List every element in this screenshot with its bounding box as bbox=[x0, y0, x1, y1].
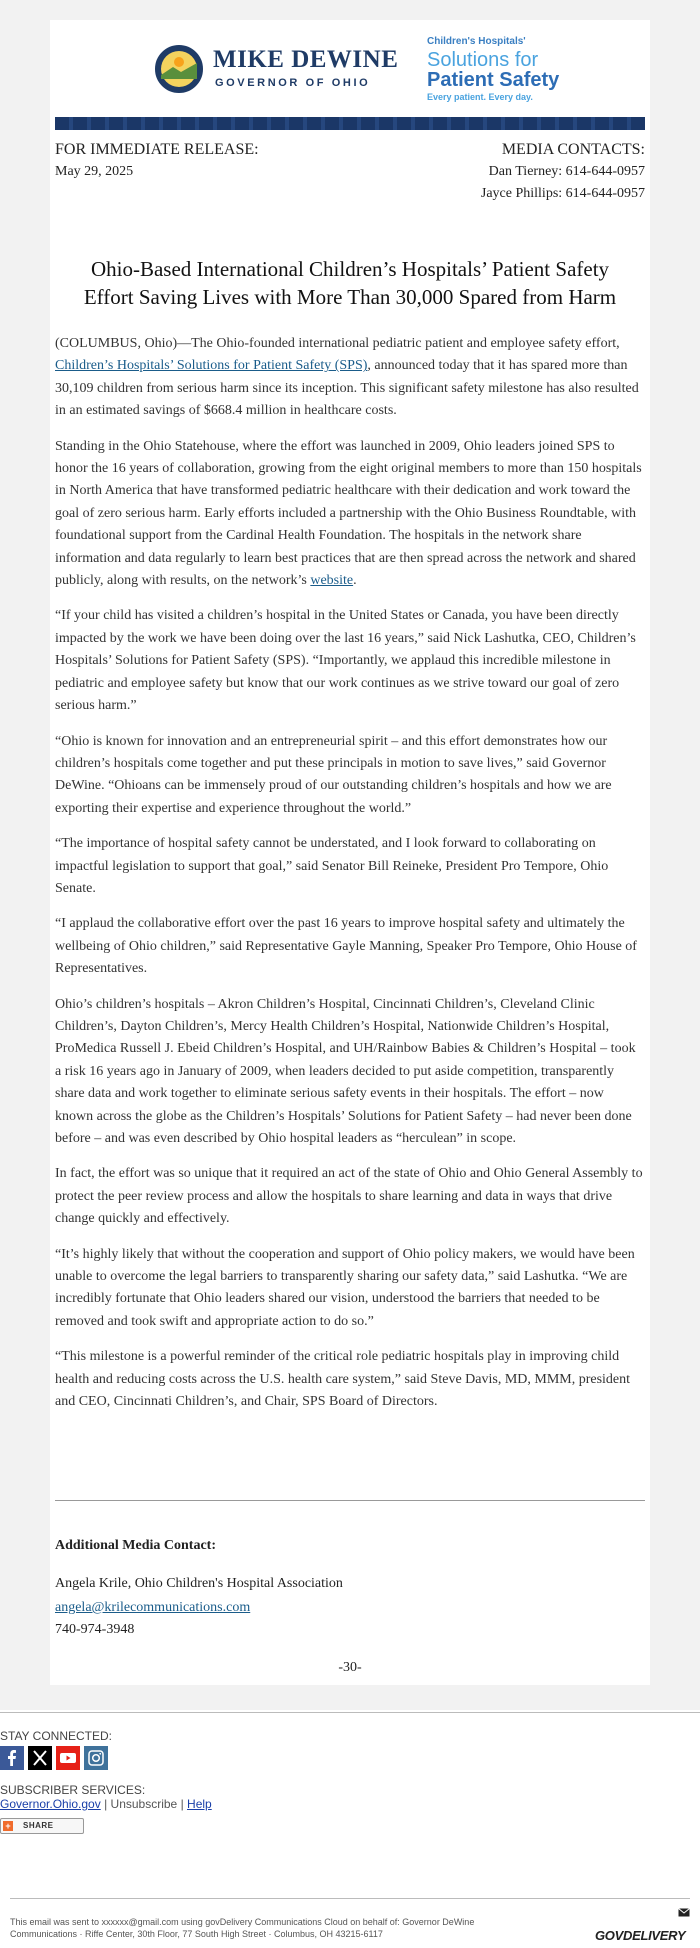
header bbox=[50, 20, 650, 115]
govdelivery-envelope-icon bbox=[678, 1908, 690, 1917]
ohio-seal-icon bbox=[155, 45, 203, 93]
paragraph-3: “If your child has visited a children’s hospital in the United States or Canada, you have been directly impacted by the work we have been doing over the last 16 years,” said Nick Lashutka, CEO, Children’s Hospitals’ Solutions for Patient Safety (SPS). “Importantly, we applaud this incredible milestone in pediatric and employee safety but know that our work continues as we strive toward our goal of zero serious harm.” bbox=[55, 608, 636, 714]
paragraph-1: (COLUMBUS, Ohio)—The Ohio-founded international pediatric patient and employee safety effort, Children’s Hospitals’ Solutions for Patient Safety (SPS), announced today that it has spared more than 30,109 children from serious harm since its inception. This significant safety milestone has also resulted in an estimated savings of $668.4 million in healthcare costs. bbox=[55, 336, 639, 419]
paragraph-2: Standing in the Ohio Statehouse, where the effort was launched in 2009, Ohio leaders joined SPS to honor the 16 years of collaboration, growing from the eight original members to more than 150 hospitals in North America that have transformed pediatric healthcare with their dedication and work toward the goal of zero serious harm. Early efforts included a partnership with the Ohio Business Roundtable, with foundational support from the Cardinal Health Foundation. The hospitals in the network share information and data regularly to learn best practices that are then spread across the network and shared publicly, along with results, on the network’s website. bbox=[55, 438, 642, 589]
media-contact-1: Dan Tierney: 614-644-0957 bbox=[488, 164, 645, 179]
paragraph-6: “I applaud the collaborative effort over the past 16 years to improve hospital safety and ultimately the wellbeing of Ohio children,” said Representative Gayle Manning, Speaker Pro Tempore, Ohio House of Representatives. bbox=[55, 916, 637, 977]
article-body bbox=[55, 333, 645, 1426]
instagram-icon[interactable] bbox=[84, 1746, 108, 1770]
divider bbox=[55, 1500, 645, 1501]
youtube-icon[interactable] bbox=[56, 1746, 80, 1770]
govdelivery-logo: GOVDELIVERY bbox=[595, 1928, 686, 1943]
share-label: SHARE bbox=[23, 1821, 54, 1830]
additional-contact-heading: Additional Media Contact: bbox=[55, 1538, 216, 1553]
facebook-icon[interactable] bbox=[0, 1746, 24, 1770]
release-label: FOR IMMEDIATE RELEASE: bbox=[55, 141, 259, 158]
media-contact-2: Jayce Phillips: 614-644-0957 bbox=[480, 186, 645, 201]
paragraph-7: Ohio’s children’s hospitals – Akron Children’s Hospital, Cincinnati Children’s, Cleveland Clinic Children’s, Dayton Children’s, Mercy Health Children’s Hospital, Nationwide Children’s Hospital, ProMedica Russell J. Ebeid Children’s Hospital, and UH/Rainbow Babies & Children’s Hospital – took a risk 16 years ago in January of 2009, when leaders decided to put aside competition, transparently share data and work together to eliminate serious safety events in their hospitals. The effort – now known across the globe as the Children’s Hospitals’ Solutions for Patient Safety – had never been done before – and was even described by Ohio hospital leaders as “herculean” in scope. bbox=[55, 996, 636, 1146]
paragraph-8: In fact, the effort was so unique that it required an act of the state of Ohio and Ohio General Assembly to protect the peer review process and allow the hospitals to share learning and data in ways that drive change quickly and effectively. bbox=[55, 1166, 643, 1227]
website-link[interactable]: website bbox=[310, 573, 354, 589]
help-link[interactable]: Help bbox=[187, 1797, 212, 1811]
page-title bbox=[50, 255, 650, 311]
additional-contact-phone: 740-974-3948 bbox=[55, 1622, 135, 1637]
paragraph-9: “It’s highly likely that without the cooperation and support of Ohio policy makers, we would have been unable to overcome the legal barriers to transparently sharing our safety data,” said Lashutka. “We are incredibly fortunate that Ohio leaders shared our vision, understood the barriers that needed to be removed and took swift and appropriate action to do so.” bbox=[55, 1246, 635, 1329]
media-contacts-label: MEDIA CONTACTS: bbox=[501, 141, 645, 158]
additional-contact-name: Angela Krile, Ohio Children's Hospital Association bbox=[55, 1576, 343, 1591]
unsubscribe-link[interactable]: Unsubscribe bbox=[110, 1797, 178, 1811]
sps-logo-line2: Solutions for bbox=[427, 49, 539, 71]
sps-link[interactable]: Children’s Hospitals’ Solutions for Patient Safety (SPS) bbox=[55, 358, 368, 374]
paragraph-4: “Ohio is known for innovation and an entrepreneurial spirit – and this effort demonstrates how our children’s hospitals come together and put these principals in motion to save lives,” said Governor DeWine. “Ohioans can be immensely proud of our outstanding children’s hospitals and how we are exporting their expertise and experience throughout the world.” bbox=[55, 733, 612, 816]
governor-name-logo: MIKE DEWINE bbox=[213, 46, 399, 73]
additional-contact-email[interactable]: angela@krilecommunications.com bbox=[55, 1600, 251, 1615]
release-date: May 29, 2025 bbox=[55, 164, 134, 179]
end-mark: -30- bbox=[338, 1660, 362, 1675]
title-line-1: Ohio-Based International Children’s Hospitals’ Patient Safety bbox=[90, 257, 610, 281]
stay-connected-label: STAY CONNECTED: bbox=[0, 1729, 113, 1743]
footer-divider bbox=[0, 1712, 700, 1713]
subscriber-links: Governor.Ohio.gov | Unsubscribe | Help bbox=[0, 1797, 212, 1811]
sps-logo-line1: Children's Hospitals' bbox=[427, 36, 526, 47]
share-button[interactable] bbox=[0, 1818, 84, 1834]
footer-divider-2 bbox=[10, 1898, 690, 1899]
sps-logo-tagline: Every patient. Every day. bbox=[427, 92, 533, 102]
paragraph-10: “This milestone is a powerful reminder of the critical role pediatric hospitals play in improving child health and reducing costs across the U.S. health care system,” said Steve Davis, MD, MMM, president and CEO, Cincinnati Children’s, and Chair, SPS Board of Directors. bbox=[55, 1349, 631, 1410]
governor-subtitle-logo: GOVERNOR OF OHIO bbox=[215, 77, 371, 89]
title-line-2: Effort Saving Lives with More Than 30,000 Spared from Harm bbox=[83, 285, 617, 309]
press-release-card bbox=[50, 20, 650, 1685]
paragraph-5: “The importance of hospital safety cannot be understated, and I look forward to collaborating on impactful legislation to support that goal,” said Senator Bill Reineke, President Pro Tempore, Ohio Senate. bbox=[55, 836, 609, 896]
header-divider-bar bbox=[55, 117, 645, 130]
subscriber-services-label: SUBSCRIBER SERVICES: bbox=[0, 1783, 146, 1797]
footer-note: This email was sent to xxxxxx@gmail.com using govDelivery Communications Cloud on behalf of: Governor DeWine Communications · Riffe Center, 30th Floor, 77 South High Street · Columbus, OH 43215-6117 bbox=[10, 1917, 475, 1939]
x-icon[interactable] bbox=[28, 1746, 52, 1770]
governor-site-link[interactable]: Governor.Ohio.gov bbox=[0, 1797, 101, 1811]
share-plus-icon: + bbox=[3, 1821, 13, 1831]
sps-logo-line3: Patient Safety bbox=[427, 69, 560, 91]
